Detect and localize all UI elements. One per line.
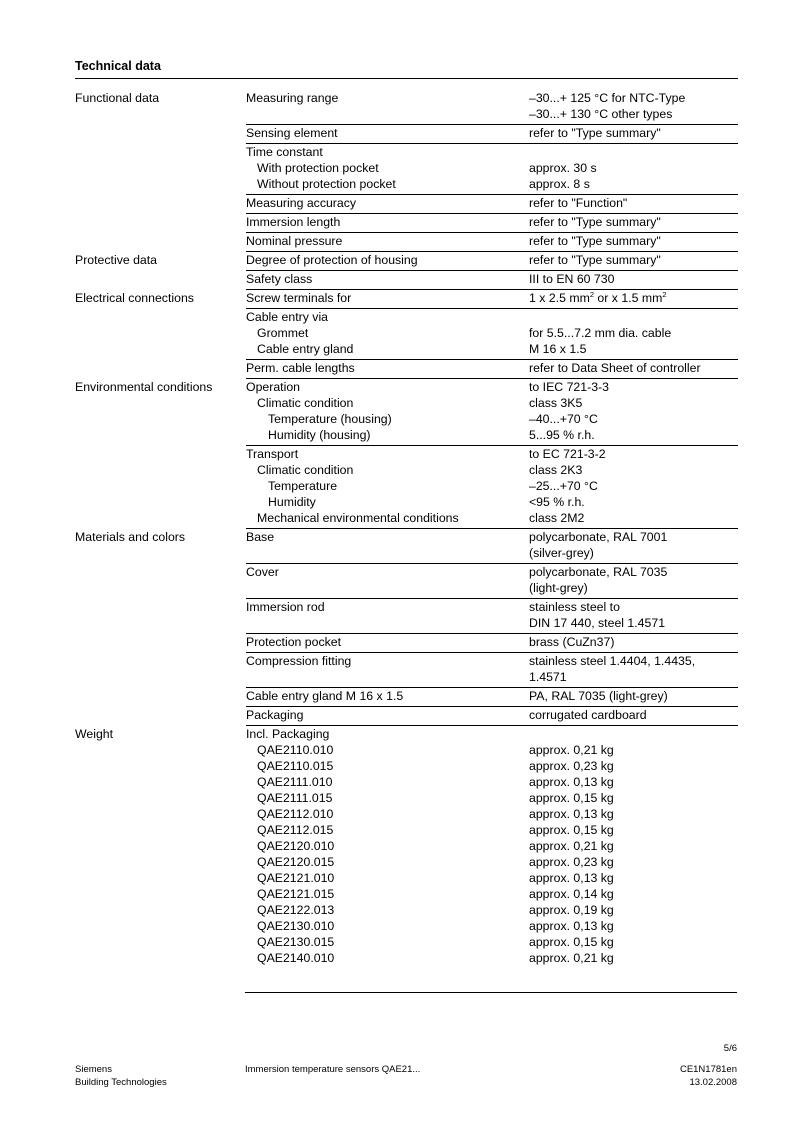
spec-line	[246, 580, 738, 596]
spec-line	[246, 309, 738, 325]
page-number: 5/6	[723, 1043, 737, 1054]
spec-value: approx. 30 s	[529, 161, 597, 175]
spec-value: approx. 0,15 kg	[529, 935, 614, 949]
footer-doc-info	[680, 1063, 737, 1089]
spec-label: Temperature (housing)	[268, 412, 392, 426]
spec-value: polycarbonate, RAL 7001	[529, 530, 668, 544]
spec-line	[246, 669, 738, 685]
spec-line	[246, 510, 738, 526]
spec-label: QAE2112.015	[257, 823, 334, 837]
spec-label: Degree of protection of housing	[246, 253, 418, 267]
spec-label: QAE2121.010	[257, 871, 335, 885]
spec-label: Immersion rod	[246, 600, 325, 614]
spec-label: Temperature	[268, 479, 338, 493]
category-label: Weight	[75, 727, 114, 741]
spec-block	[246, 271, 738, 290]
spec-label: Cover	[246, 565, 279, 579]
spec-value: brass (CuZn37)	[529, 635, 615, 649]
category-label: Functional data	[75, 91, 160, 105]
spec-value: III to EN 60 730	[529, 272, 615, 286]
spec-row	[75, 144, 738, 195]
spec-value: class 2K3	[529, 463, 583, 477]
spec-label: QAE2130.010	[257, 919, 335, 933]
spec-value: refer to Data Sheet of controller	[529, 361, 701, 375]
spec-line	[246, 427, 738, 443]
spec-line	[246, 599, 738, 615]
spec-value: class 3K5	[529, 396, 583, 410]
spec-row	[75, 252, 738, 271]
spec-value: (light-grey)	[529, 581, 588, 595]
spec-label: Humidity	[268, 495, 316, 509]
spec-label: Immersion length	[246, 215, 341, 229]
spec-row	[75, 379, 738, 446]
spec-value: approx. 0,21 kg	[529, 839, 614, 853]
spec-value: 1 x 2.5 $mm^2$ or x 1.5 $mm^2$	[529, 289, 667, 305]
spec-line	[246, 290, 738, 306]
footer-company-block	[75, 1063, 167, 1089]
spec-line	[246, 379, 738, 395]
spec-line	[246, 325, 738, 341]
spec-label: QAE2130.015	[257, 935, 335, 949]
spec-line	[246, 726, 738, 742]
spec-line	[246, 446, 738, 462]
spec-label: Mechanical environmental conditions	[257, 511, 459, 525]
footer-company: Siemens	[75, 1064, 112, 1075]
spec-label	[246, 580, 529, 596]
spec-value: approx. 8 s	[529, 177, 590, 191]
spec-block	[246, 144, 738, 195]
spec-value: refer to "Function"	[529, 196, 628, 210]
spec-value: to IEC 721-3-3	[529, 380, 609, 394]
spec-value: approx. 0,14 kg	[529, 887, 614, 901]
spec-label: Safety class	[246, 272, 313, 286]
spec-block	[246, 634, 738, 653]
spec-line	[246, 886, 738, 902]
spec-value: to EC 721-3-2	[529, 447, 606, 461]
spec-line	[246, 529, 738, 545]
spec-line	[246, 494, 738, 510]
spec-label: Cable entry gland	[257, 342, 354, 356]
spec-line	[246, 478, 738, 494]
spec-label: Grommet	[257, 326, 309, 340]
spec-value: 1.4571	[529, 670, 567, 684]
spec-label: With protection pocket	[257, 161, 379, 175]
spec-label	[246, 106, 529, 122]
spec-block	[246, 195, 738, 214]
spec-label: Humidity (housing)	[268, 428, 371, 442]
spec-block	[246, 688, 738, 707]
spec-line	[246, 790, 738, 806]
spec-line	[246, 758, 738, 774]
spec-label: Compression fitting	[246, 654, 352, 668]
category-label: Environmental conditions	[75, 380, 213, 394]
spec-line	[246, 90, 738, 106]
table-end-rule	[245, 992, 737, 993]
spec-line	[246, 195, 738, 211]
spec-line	[246, 214, 738, 230]
spec-line	[246, 934, 738, 950]
spec-block	[246, 290, 738, 309]
category-label	[75, 125, 246, 144]
spec-label: QAE2122.013	[257, 903, 335, 917]
spec-value: refer to "Type summary"	[529, 215, 661, 229]
spec-line	[246, 774, 738, 790]
spec-row	[75, 688, 738, 707]
spec-value: refer to "Type summary"	[529, 234, 661, 248]
spec-line	[246, 688, 738, 704]
category-label	[75, 309, 246, 360]
technical-data-table	[75, 90, 738, 968]
spec-label: Cable entry gland M 16 x 1.5	[246, 689, 404, 703]
spec-label: Time constant	[246, 145, 323, 159]
spec-label: Cable entry via	[246, 310, 329, 324]
spec-value: class 2M2	[529, 511, 585, 525]
spec-line	[246, 341, 738, 357]
spec-label: Screw terminals for	[246, 291, 352, 305]
spec-line	[246, 160, 738, 176]
superscript-2: 2	[662, 289, 667, 299]
spec-line	[246, 125, 738, 141]
spec-line	[246, 462, 738, 478]
spec-line	[246, 395, 738, 411]
category-label	[75, 144, 246, 195]
spec-value: –30...+ 130 °C other types	[529, 107, 673, 121]
spec-line	[246, 144, 738, 160]
spec-value: approx. 0,23 kg	[529, 855, 614, 869]
spec-label: Climatic condition	[257, 463, 354, 477]
spec-block	[246, 214, 738, 233]
spec-label	[246, 615, 529, 631]
spec-block	[246, 233, 738, 252]
spec-line	[246, 902, 738, 918]
spec-value: approx. 0,19 kg	[529, 903, 614, 917]
spec-block	[246, 446, 738, 529]
spec-value: approx. 0,15 kg	[529, 791, 614, 805]
footer-doc-id: CE1N1781en	[679, 1064, 737, 1075]
spec-row	[75, 195, 738, 214]
spec-block	[246, 309, 738, 360]
spec-row	[75, 653, 738, 688]
spec-block	[246, 360, 738, 379]
spec-row	[75, 529, 738, 564]
spec-value: (silver-grey)	[529, 546, 594, 560]
category-label	[75, 564, 246, 599]
spec-value: M 16 x 1.5	[529, 342, 587, 356]
spec-value: stainless steel to	[529, 600, 620, 614]
spec-label: Transport	[246, 447, 299, 461]
spec-label: Protection pocket	[246, 635, 342, 649]
spec-label: QAE2111.010	[257, 775, 333, 789]
category-label: Protective data	[75, 253, 158, 267]
category-label	[75, 233, 246, 252]
spec-value	[529, 726, 738, 742]
spec-block	[246, 125, 738, 144]
spec-value: approx. 0,21 kg	[529, 743, 614, 757]
spec-line	[246, 411, 738, 427]
spec-value: DIN 17 440, steel 1.4571	[529, 616, 666, 630]
spec-value: –40...+70 °C	[529, 412, 598, 426]
spec-line	[246, 950, 738, 966]
spec-value: refer to "Type summary"	[529, 253, 661, 267]
spec-row	[75, 290, 738, 309]
spec-label: Incl. Packaging	[246, 727, 330, 741]
spec-label: Operation	[246, 380, 301, 394]
spec-value: stainless steel 1.4404, 1.4435,	[529, 654, 696, 668]
spec-line	[246, 615, 738, 631]
spec-line	[246, 545, 738, 561]
spec-line	[246, 564, 738, 580]
spec-value: for 5.5...7.2 mm dia. cable	[529, 326, 672, 340]
spec-block	[246, 707, 738, 726]
spec-label: QAE2140.010	[257, 951, 335, 965]
spec-line	[246, 176, 738, 192]
spec-label: QAE2110.015	[257, 759, 334, 773]
spec-label: Measuring accuracy	[246, 196, 357, 210]
category-label: Materials and colors	[75, 530, 186, 544]
spec-label: QAE2120.010	[257, 839, 335, 853]
spec-block	[246, 653, 738, 688]
spec-value: approx. 0,13 kg	[529, 871, 614, 885]
spec-line	[246, 634, 738, 650]
category-label	[75, 653, 246, 688]
spec-label: Sensing element	[246, 126, 338, 140]
spec-line	[246, 822, 738, 838]
spec-label: Without protection pocket	[257, 177, 396, 191]
spec-row	[75, 309, 738, 360]
spec-value: approx. 0,13 kg	[529, 807, 614, 821]
spec-row	[75, 707, 738, 726]
spec-row	[75, 125, 738, 144]
spec-value: approx. 0,23 kg	[529, 759, 614, 773]
spec-label: QAE2120.015	[257, 855, 335, 869]
spec-value: approx. 0,21 kg	[529, 951, 614, 965]
spec-block	[246, 529, 738, 564]
spec-row	[75, 90, 738, 125]
spec-row	[75, 360, 738, 379]
spec-label: Packaging	[246, 708, 304, 722]
spec-line	[246, 918, 738, 934]
spec-label: Nominal pressure	[246, 234, 343, 248]
category-label	[75, 599, 246, 634]
spec-label: Measuring range	[246, 91, 339, 105]
spec-block	[246, 726, 738, 968]
spec-label: QAE2111.015	[257, 791, 333, 805]
spec-block	[246, 564, 738, 599]
spec-line	[246, 106, 738, 122]
spec-row	[75, 726, 738, 968]
spec-row	[75, 634, 738, 653]
footer-doc-title: Immersion temperature sensors QAE21...	[245, 1064, 421, 1075]
spec-line	[246, 838, 738, 854]
spec-value: corrugated cardboard	[529, 708, 647, 722]
spec-value: refer to "Type summary"	[529, 126, 661, 140]
spec-value: approx. 0,13 kg	[529, 775, 614, 789]
spec-row	[75, 599, 738, 634]
spec-value: –30...+ 125 °C for NTC-Type	[529, 91, 686, 105]
spec-label	[246, 545, 529, 561]
spec-row	[75, 271, 738, 290]
spec-block	[246, 90, 738, 125]
spec-line	[246, 360, 738, 376]
superscript-2: 2	[589, 289, 594, 299]
spec-row	[75, 564, 738, 599]
spec-label: Base	[246, 530, 275, 544]
footer-division: Building Technologies	[75, 1077, 167, 1088]
page-title: Technical data	[75, 59, 161, 73]
spec-value: approx. 0,15 kg	[529, 823, 614, 837]
spec-value: PA, RAL 7035 (light-grey)	[529, 689, 668, 703]
spec-value: 5...95 % r.h.	[529, 428, 595, 442]
category-label	[75, 360, 246, 379]
spec-value: approx. 0,13 kg	[529, 919, 614, 933]
category-label	[75, 195, 246, 214]
category-label	[75, 688, 246, 707]
spec-row	[75, 233, 738, 252]
spec-value	[529, 144, 738, 160]
spec-line	[246, 271, 738, 287]
spec-line	[246, 252, 738, 268]
spec-label: Climatic condition	[257, 396, 354, 410]
category-label: Electrical connections	[75, 291, 194, 305]
title-rule	[75, 78, 738, 79]
spec-block	[246, 379, 738, 446]
spec-block	[246, 252, 738, 271]
category-label	[75, 707, 246, 726]
spec-value: polycarbonate, RAL 7035	[529, 565, 668, 579]
category-label	[75, 271, 246, 290]
spec-line	[246, 653, 738, 669]
spec-row	[75, 214, 738, 233]
spec-line	[246, 854, 738, 870]
category-label	[75, 214, 246, 233]
spec-label: QAE2110.010	[257, 743, 334, 757]
spec-line	[246, 233, 738, 249]
spec-label	[246, 669, 529, 685]
spec-label: QAE2112.010	[257, 807, 334, 821]
spec-line	[246, 742, 738, 758]
category-label	[75, 634, 246, 653]
spec-label: Perm. cable lengths	[246, 361, 355, 375]
spec-block	[246, 599, 738, 634]
spec-value	[529, 309, 738, 325]
spec-line	[246, 707, 738, 723]
category-label	[75, 446, 246, 529]
spec-row	[75, 446, 738, 529]
spec-value: <95 % r.h.	[529, 495, 585, 509]
spec-value: –25...+70 °C	[529, 479, 598, 493]
spec-line	[246, 870, 738, 886]
spec-label: QAE2121.015	[257, 887, 335, 901]
footer-date: 13.02.2008	[689, 1077, 737, 1088]
spec-line	[246, 806, 738, 822]
